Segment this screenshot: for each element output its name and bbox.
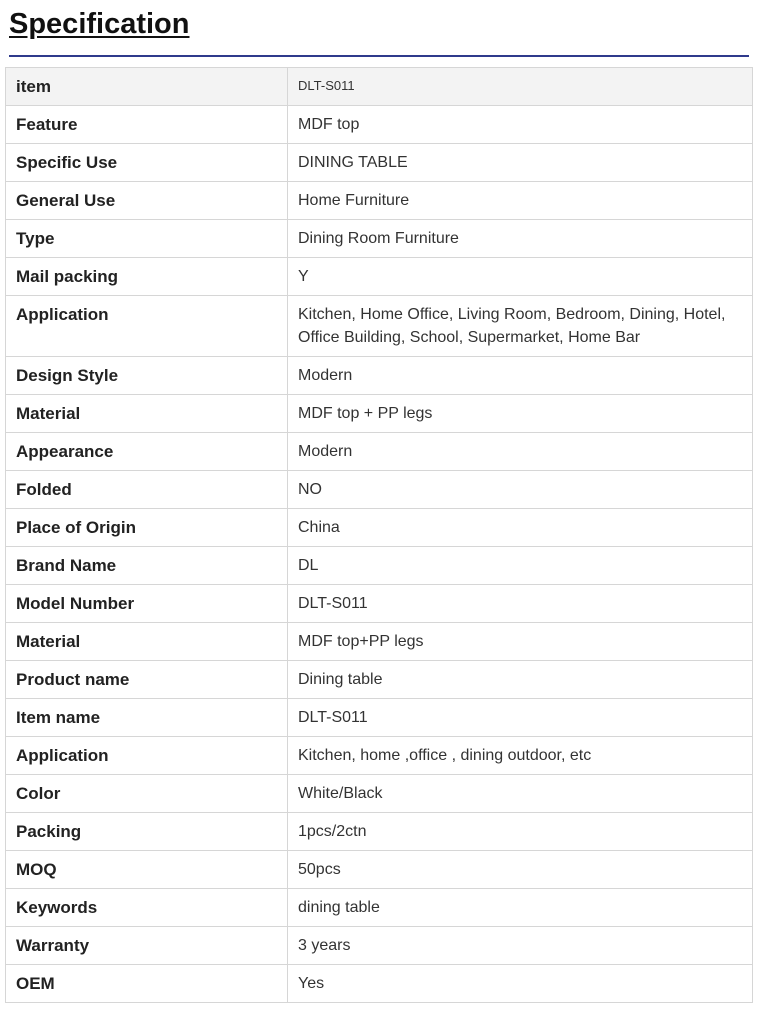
- spec-key: Place of Origin: [6, 509, 288, 547]
- spec-value: 50pcs: [288, 851, 753, 889]
- table-row: [6, 182, 753, 220]
- spec-key: Material: [6, 395, 288, 433]
- table-row: [6, 889, 753, 927]
- spec-value: DLT-S011: [288, 699, 753, 737]
- spec-value: DLT-S011: [288, 68, 753, 106]
- spec-value: White/Black: [288, 775, 753, 813]
- spec-value: Home Furniture: [288, 182, 753, 220]
- spec-key: MOQ: [6, 851, 288, 889]
- table-row: [6, 258, 753, 296]
- table-row: [6, 737, 753, 775]
- table-row: [6, 144, 753, 182]
- spec-key: Type: [6, 220, 288, 258]
- spec-value: Kitchen, Home Office, Living Room, Bedroom, Dining, Hotel, Office Building, School, Supermarket, Home Bar: [288, 296, 753, 357]
- table-row: [6, 661, 753, 699]
- table-row: [6, 296, 753, 357]
- table-row: [6, 106, 753, 144]
- spec-value: Kitchen, home ,office , dining outdoor, etc: [288, 737, 753, 775]
- page-title: Specification: [9, 8, 190, 40]
- spec-value: DLT-S011: [288, 585, 753, 623]
- table-header-row: [6, 68, 753, 106]
- table-row: [6, 509, 753, 547]
- spec-key: Item name: [6, 699, 288, 737]
- spec-value: MDF top + PP legs: [288, 395, 753, 433]
- spec-key: Brand Name: [6, 547, 288, 585]
- spec-key: Appearance: [6, 433, 288, 471]
- spec-key: OEM: [6, 965, 288, 1003]
- spec-key: Color: [6, 775, 288, 813]
- spec-key: item: [6, 68, 288, 106]
- table-row: [6, 851, 753, 889]
- spec-table: [5, 67, 753, 1003]
- table-row: [6, 623, 753, 661]
- spec-value: NO: [288, 471, 753, 509]
- spec-key: Keywords: [6, 889, 288, 927]
- table-row: [6, 813, 753, 851]
- spec-value: 3 years: [288, 927, 753, 965]
- spec-key: Material: [6, 623, 288, 661]
- spec-key: Application: [6, 296, 288, 357]
- table-row: [6, 927, 753, 965]
- spec-value: MDF top+PP legs: [288, 623, 753, 661]
- table-row: [6, 699, 753, 737]
- spec-value: Modern: [288, 357, 753, 395]
- spec-value: Y: [288, 258, 753, 296]
- spec-value: 1pcs/2ctn: [288, 813, 753, 851]
- spec-value: DL: [288, 547, 753, 585]
- spec-key: Model Number: [6, 585, 288, 623]
- spec-key: General Use: [6, 182, 288, 220]
- spec-value: DINING TABLE: [288, 144, 753, 182]
- table-row: [6, 395, 753, 433]
- spec-value: Yes: [288, 965, 753, 1003]
- spec-key: Folded: [6, 471, 288, 509]
- spec-key: Specific Use: [6, 144, 288, 182]
- spec-key: Product name: [6, 661, 288, 699]
- spec-value: Dining table: [288, 661, 753, 699]
- spec-key: Application: [6, 737, 288, 775]
- spec-key: Feature: [6, 106, 288, 144]
- spec-key: Mail packing: [6, 258, 288, 296]
- spec-value: Modern: [288, 433, 753, 471]
- table-row: [6, 471, 753, 509]
- spec-key: Packing: [6, 813, 288, 851]
- table-row: [6, 547, 753, 585]
- spec-value: dining table: [288, 889, 753, 927]
- table-row: [6, 357, 753, 395]
- table-row: [6, 220, 753, 258]
- table-row: [6, 965, 753, 1003]
- spec-value: MDF top: [288, 106, 753, 144]
- spec-value: China: [288, 509, 753, 547]
- spec-key: Warranty: [6, 927, 288, 965]
- spec-value: Dining Room Furniture: [288, 220, 753, 258]
- table-row: [6, 775, 753, 813]
- title-divider: [9, 55, 749, 57]
- table-row: [6, 585, 753, 623]
- table-row: [6, 433, 753, 471]
- spec-key: Design Style: [6, 357, 288, 395]
